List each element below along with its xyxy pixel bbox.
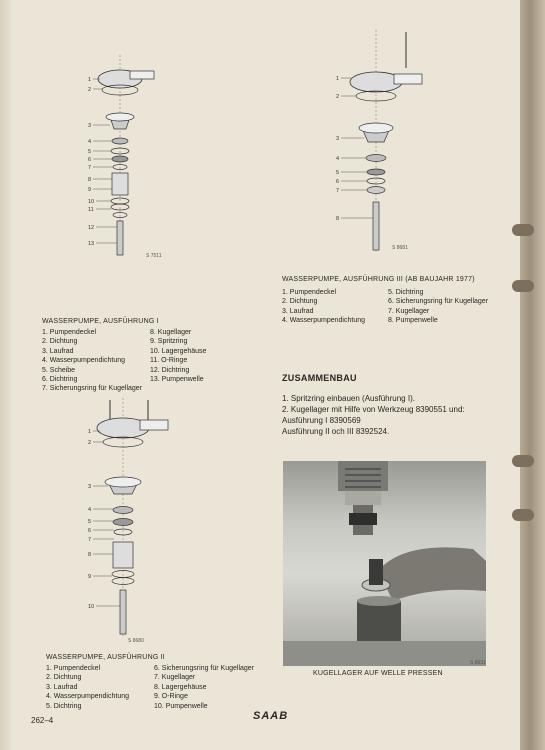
legend-item: 5. Dichtring [46, 702, 82, 710]
section-heading-assembly: ZUSAMMENBAU [282, 373, 357, 383]
svg-text:10: 10 [88, 199, 95, 205]
diagram-pump-version-2 [88, 398, 183, 638]
svg-text:3: 3 [88, 484, 92, 490]
caption-version-1: WASSERPUMPE, AUSFÜHRUNG I [42, 318, 159, 325]
assembly-steps [282, 393, 465, 437]
legend-item: 5. Dichtring [388, 289, 424, 296]
legend-item: 1. Pumpendeckel [282, 289, 337, 296]
figure-id-version-3: S 8681 [392, 245, 408, 251]
svg-text:6: 6 [88, 528, 92, 534]
legend-item: 9. O-Ringe [154, 693, 188, 701]
legend-item: 3. Laufrad [282, 307, 314, 315]
caption-photo: KUGELLAGER AUF WELLE PRESSEN [313, 670, 443, 677]
page-stack-edge [520, 0, 545, 750]
saab-logo: SAAB [253, 710, 289, 722]
step-item: 2. Kugellager mit Hilfe von Werkzeug 8390551 und: [282, 405, 465, 414]
legend-item: 7. Sicherungsring für Kugellager [42, 385, 143, 393]
svg-text:3: 3 [336, 136, 340, 142]
legend-item: 4. Wasserpumpendichtung [42, 357, 126, 365]
legend-item: 11. O-Ringe [150, 357, 188, 365]
svg-text:4: 4 [88, 507, 92, 513]
legend-item: 2. Dichtung [42, 338, 78, 346]
legend-version-3 [282, 288, 512, 328]
legend-item: 3. Laufrad [42, 347, 74, 355]
caption-version-3: WASSERPUMPE, AUSFÜHRUNG III (AB BAUJAHR 1977) [282, 276, 475, 283]
legend-item: 4. Wasserpumpendichtung [46, 693, 130, 701]
svg-text:5: 5 [88, 519, 92, 525]
legend-item: 7. Kugellager [154, 674, 196, 682]
legend-version-1 [42, 328, 262, 394]
binder-hole [512, 224, 534, 236]
svg-text:7: 7 [336, 188, 340, 194]
svg-text:8: 8 [336, 216, 340, 222]
legend-item: 4. Wasserpumpendichtung [282, 317, 366, 325]
svg-text:6: 6 [336, 179, 340, 185]
svg-text:2: 2 [88, 440, 92, 446]
svg-text:4: 4 [88, 139, 92, 145]
svg-text:3: 3 [88, 123, 92, 129]
step-item: Ausführung II och III 8392524. [282, 427, 390, 436]
figure-id-version-2: S 8680 [128, 638, 144, 644]
step-item: Ausführung I 8390569 [282, 416, 361, 425]
svg-text:5: 5 [336, 170, 340, 176]
svg-text:6: 6 [88, 157, 92, 163]
legend-item: 6. Sicherungsring für Kugellager [154, 665, 255, 672]
caption-version-2: WASSERPUMPE, AUSFÜHRUNG II [46, 654, 165, 661]
legend-item: 12. Dichtring [150, 366, 190, 374]
diagram-pump-version-1 [88, 55, 178, 260]
legend-item: 9. Spritzring [150, 338, 188, 346]
svg-text:11: 11 [88, 207, 94, 213]
legend-item: 7. Kugellager [388, 307, 430, 315]
svg-text:4: 4 [336, 156, 340, 162]
legend-item: 13. Pumpenwelle [150, 376, 204, 384]
legend-item: 6. Dichtring [42, 376, 78, 384]
page-number: 262–4 [31, 716, 54, 725]
legend-item: 5. Scheibe [42, 366, 76, 374]
svg-text:1: 1 [88, 429, 92, 435]
legend-item: 1. Pumpendeckel [46, 665, 101, 672]
svg-text:13: 13 [88, 241, 95, 247]
legend-item: 8. Kugellager [150, 329, 192, 336]
svg-text:7: 7 [88, 537, 92, 543]
legend-item: 8. Pumpenwelle [388, 317, 438, 325]
binder-hole [512, 455, 534, 467]
step-item: 1. Spritzring einbauen (Ausführung I). [282, 394, 415, 403]
svg-text:10: 10 [88, 604, 95, 610]
svg-text:8: 8 [88, 177, 92, 183]
photo-press-bearing [283, 461, 486, 666]
binding-shadow [0, 0, 14, 750]
svg-text:7: 7 [88, 165, 92, 171]
legend-version-2 [46, 664, 276, 712]
legend-item: 2. Dichtung [282, 298, 318, 306]
diagram-pump-version-3 [336, 30, 431, 255]
legend-item: 2. Dichtung [46, 674, 82, 682]
svg-text:2: 2 [336, 94, 340, 100]
legend-item: 6. Sicherungsring für Kugellager [388, 298, 489, 306]
figure-id-photo: S 8631 [470, 660, 486, 666]
legend-item: 10. Pumpenwelle [154, 702, 208, 710]
svg-text:8: 8 [88, 552, 92, 558]
figure-id-version-1: S 7511 [146, 253, 162, 259]
binder-hole [512, 280, 534, 292]
svg-text:12: 12 [88, 225, 95, 231]
svg-text:5: 5 [88, 149, 92, 155]
legend-item: 8. Lagergehäuse [154, 683, 207, 691]
legend-item: 3. Laufrad [46, 683, 78, 691]
svg-text:2: 2 [88, 87, 92, 93]
svg-text:9: 9 [88, 574, 92, 580]
legend-item: 1. Pumpendeckel [42, 329, 97, 336]
svg-text:1: 1 [336, 76, 340, 82]
legend-item: 10. Lagergehäuse [150, 347, 207, 355]
binder-hole [512, 509, 534, 521]
svg-text:1: 1 [88, 77, 92, 83]
svg-text:9: 9 [88, 187, 92, 193]
